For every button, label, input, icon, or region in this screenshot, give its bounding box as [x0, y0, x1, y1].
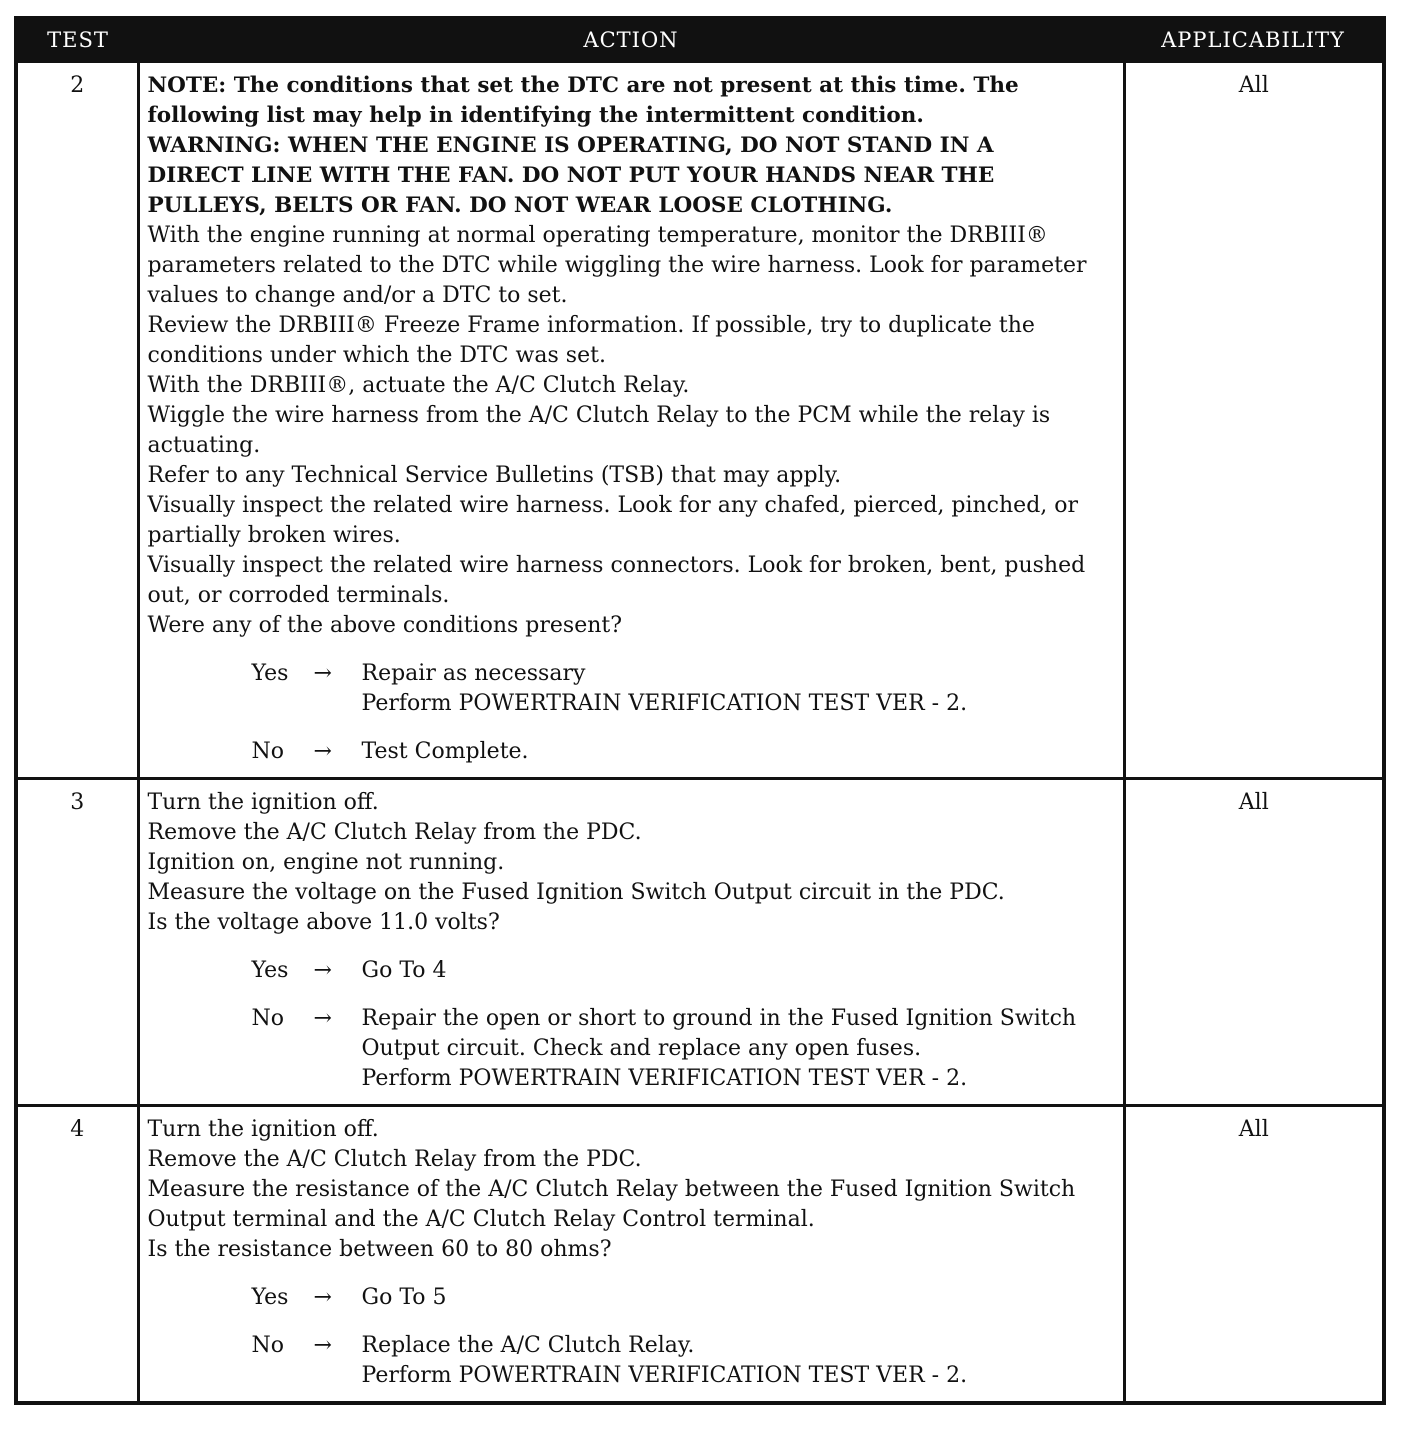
instruction-line: Visually inspect the related wire harness. Look for any chafed, pierced, pinched, or: [147, 493, 1079, 518]
header-applicability: APPLICABILITY: [1124, 18, 1384, 62]
note-line: following list may help in identifying the intermittent condition.: [147, 103, 924, 128]
applicability-cell: All: [1124, 779, 1384, 1106]
answer-action: [362, 1283, 1115, 1313]
instruction-line: values to change and/or a DTC to set.: [147, 283, 568, 308]
answer-action-line: Repair as necessary: [361, 661, 586, 686]
answer-list: [148, 956, 1115, 1094]
answer-action-line: Perform POWERTRAIN VERIFICATION TEST VER - 2.: [361, 691, 968, 716]
diagnostic-test-table: [14, 16, 1386, 1405]
arrow-right-icon: →: [313, 661, 332, 686]
instruction-line: Measure the voltage on the Fused Ignition Switch Output circuit in the PDC.: [147, 880, 1005, 905]
answer-action: [362, 659, 1115, 719]
instruction-line: Review the DRBIII® Freeze Frame information. If possible, try to duplicate the: [147, 313, 1035, 338]
answer-yes: [252, 956, 1115, 986]
answer-yes: [252, 659, 1115, 719]
answer-action-line: Perform POWERTRAIN VERIFICATION TEST VER - 2.: [361, 1066, 968, 1091]
test-row-4: [16, 1106, 1384, 1404]
arrow-right-icon: →: [313, 1333, 332, 1358]
instruction-line: Is the resistance between 60 to 80 ohms?: [147, 1237, 612, 1262]
instruction-line: Remove the A/C Clutch Relay from the PDC.: [147, 820, 642, 845]
instruction-line: Wiggle the wire harness from the A/C Clutch Relay to the PCM while the relay is: [147, 403, 1051, 428]
answer-no: [252, 1331, 1115, 1391]
instruction-line: Visually inspect the related wire harness connectors. Look for broken, bent, pushed: [147, 553, 1086, 578]
answer-label: Yes: [251, 1285, 289, 1310]
test-row-2: [16, 62, 1384, 779]
table-header: [16, 18, 1384, 62]
answer-list: [148, 659, 1115, 767]
action-cell: [138, 62, 1124, 779]
note-line: WARNING: WHEN THE ENGINE IS OPERATING, DO NOT STAND IN A: [147, 133, 994, 158]
instruction-line: Turn the ignition off.: [147, 1117, 379, 1142]
instruction-line: Were any of the above conditions present?: [147, 613, 623, 638]
action-cell: [138, 1106, 1124, 1404]
header-row: [16, 18, 1384, 62]
note-line: DIRECT LINE WITH THE FAN. DO NOT PUT YOUR HANDS NEAR THE: [147, 163, 995, 188]
instruction-line: With the DRBIII®, actuate the A/C Clutch Relay.: [147, 373, 690, 398]
test-row-3: [16, 779, 1384, 1106]
answer-label: No: [251, 1006, 284, 1031]
header-action: ACTION: [138, 18, 1124, 62]
answer-action: [362, 1004, 1115, 1094]
note-line: NOTE: The conditions that set the DTC are not present at this time. The: [147, 73, 1019, 98]
instruction-line: partially broken wires.: [147, 523, 401, 548]
answer-action-line: Replace the A/C Clutch Relay.: [361, 1333, 695, 1358]
test-number: 4: [16, 1106, 138, 1404]
instruction-line: Turn the ignition off.: [147, 790, 379, 815]
arrow-right-icon: →: [313, 1285, 332, 1310]
arrow-right-icon: →: [313, 739, 332, 764]
answer-action-line: Repair the open or short to ground in the Fused Ignition Switch: [361, 1006, 1077, 1031]
answer-action-line: Test Complete.: [361, 739, 529, 764]
answer-yes: [252, 1283, 1115, 1313]
applicability-cell: All: [1124, 1106, 1384, 1404]
instruction-line: actuating.: [147, 433, 261, 458]
instruction-line: conditions under which the DTC was set.: [147, 343, 606, 368]
answer-action-line: Perform POWERTRAIN VERIFICATION TEST VER - 2.: [361, 1363, 968, 1388]
instruction-line: Ignition on, engine not running.: [147, 850, 505, 875]
answer-action-line: Go To 5: [361, 1285, 447, 1310]
answer-label: No: [251, 739, 284, 764]
instruction-line: Refer to any Technical Service Bulletins (TSB) that may apply.: [147, 463, 842, 488]
instruction-line: With the engine running at normal operating temperature, monitor the DRBIII®: [147, 223, 1048, 248]
answer-action: [362, 737, 1115, 767]
instruction-line: Is the voltage above 11.0 volts?: [147, 910, 500, 935]
answer-label: Yes: [251, 958, 289, 983]
applicability-cell: All: [1124, 62, 1384, 779]
note-line: PULLEYS, BELTS OR FAN. DO NOT WEAR LOOSE CLOTHING.: [147, 193, 893, 218]
instruction-line: Remove the A/C Clutch Relay from the PDC.: [147, 1147, 642, 1172]
answer-label: Yes: [251, 661, 289, 686]
instruction-line: Measure the resistance of the A/C Clutch Relay between the Fused Ignition Switch: [147, 1177, 1076, 1202]
instruction-line: out, or corroded terminals.: [147, 583, 450, 608]
answer-list: [148, 1283, 1115, 1391]
answer-no: [252, 1004, 1115, 1094]
answer-action-line: Go To 4: [361, 958, 447, 983]
arrow-right-icon: →: [313, 958, 332, 983]
test-number: 2: [16, 62, 138, 779]
action-cell: [138, 779, 1124, 1106]
answer-action: [362, 956, 1115, 986]
test-number: 3: [16, 779, 138, 1106]
answer-action: [362, 1331, 1115, 1391]
table-body: [16, 62, 1384, 1404]
answer-label: No: [251, 1333, 284, 1358]
answer-action-line: Output circuit. Check and replace any open fuses.: [361, 1036, 922, 1061]
instruction-line: parameters related to the DTC while wiggling the wire harness. Look for parameter: [147, 253, 1087, 278]
instruction-line: Output terminal and the A/C Clutch Relay Control terminal.: [147, 1207, 815, 1232]
answer-no: [252, 737, 1115, 767]
arrow-right-icon: →: [313, 1006, 332, 1031]
header-test: TEST: [16, 18, 138, 62]
